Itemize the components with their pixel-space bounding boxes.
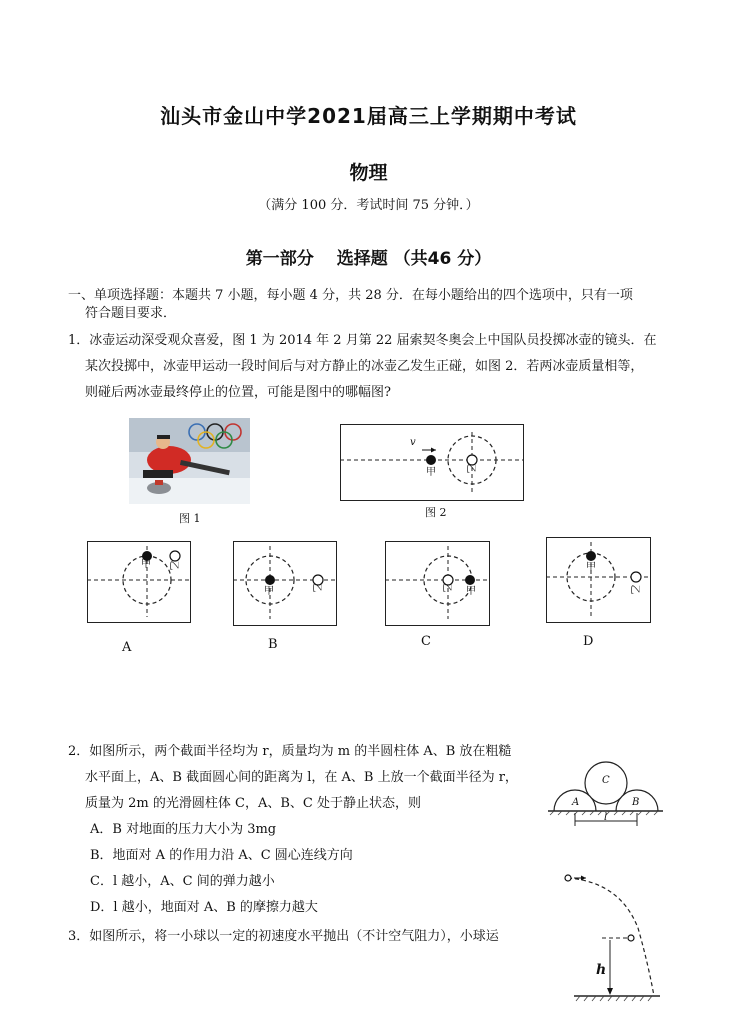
- q2-label-b: B: [632, 797, 640, 808]
- q2-label-c: C: [602, 775, 610, 786]
- exam-note: （满分 100 分．考试时间 75 分钟．）: [258, 198, 479, 213]
- q3-line-1: 3．如图所示，将一小球以一定的初速度水平抛出（不计空气阻力），小球运: [68, 929, 499, 944]
- q2-line-1: 2．如图所示，两个截面半径均为 r，质量均为 m 的半圆柱体 A、B 放在粗糙: [68, 744, 512, 759]
- q2-line-2: 水平面上，A、B 截面圆心间的距离为 l，在 A、B 上放一个截面半径为 r，: [85, 770, 518, 785]
- fig2-stone-a-label: 甲: [426, 467, 436, 478]
- instruction-line-2: 符合题目要求．: [85, 306, 177, 321]
- option-c-stone-a: 甲: [466, 586, 476, 597]
- option-a-label: A: [122, 640, 132, 655]
- option-d-stone-b: 乙: [628, 584, 640, 595]
- q2-label-l: l: [604, 812, 608, 823]
- option-d-diagram: [546, 537, 651, 623]
- option-a-stone-b: 乙: [167, 560, 179, 571]
- q2-option-a: A．B 对地面的压力大小为 3mg: [90, 822, 277, 837]
- option-a-diagram: [87, 541, 191, 623]
- q2-label-a: A: [572, 797, 580, 808]
- q1-line-1: 1．冰壶运动深受观众喜爱，图 1 为 2014 年 2 月第 22 届索契冬奥会上中国队员投掷冰壶的镜头．在: [68, 333, 657, 348]
- q2-line-3: 质量为 2m 的光滑圆柱体 C，A、B、C 处于静止状态，则: [85, 796, 421, 811]
- option-b-stone-a: 甲: [264, 586, 274, 597]
- q3-label-h: h: [596, 962, 607, 978]
- q1-line-3: 则碰后两冰壶最终停止的位置，可能是图中的哪幅图?: [85, 385, 391, 400]
- option-a-stone-a: 甲: [141, 559, 151, 570]
- part-title: 第一部分 选择题 （共46 分）: [245, 249, 492, 269]
- option-b-stone-b: 乙: [310, 582, 322, 593]
- option-c-stone-b: 乙: [440, 582, 452, 593]
- option-b-label: B: [268, 637, 278, 652]
- q2-option-d: D．l 越小，地面对 A、B 的摩擦力越大: [90, 900, 318, 915]
- q2-option-b: B．地面对 A 的作用力沿 A、C 圆心连线方向: [90, 848, 353, 863]
- exam-title: 汕头市金山中学2021届高三上学期期中考试: [160, 104, 577, 128]
- subject-title: 物理: [349, 162, 388, 184]
- q2-option-c: C．l 越小，A、C 间的弹力越小: [90, 874, 275, 889]
- q3-projectile-figure: [560, 868, 660, 1003]
- fig1-caption: 图 1: [179, 512, 201, 525]
- option-c-label: C: [421, 634, 431, 649]
- curling-photo: [129, 418, 250, 504]
- option-d-stone-a: 甲: [586, 562, 596, 573]
- option-d-label: D: [583, 634, 594, 649]
- q1-line-2: 某次投掷中，冰壶甲运动一段时间后与对方静止的冰壶乙发生正碰，如图 2．若两冰壶质量相等，: [85, 359, 644, 374]
- fig2-caption: 图 2: [425, 506, 447, 519]
- instruction-line-1: 一、单项选择题：本题共 7 小题，每小题 4 分，共 28 分．在每小题给出的四个选项中，只有一项: [68, 288, 633, 303]
- velocity-label: v: [410, 437, 416, 448]
- fig2-stone-b-label: 乙: [464, 463, 476, 474]
